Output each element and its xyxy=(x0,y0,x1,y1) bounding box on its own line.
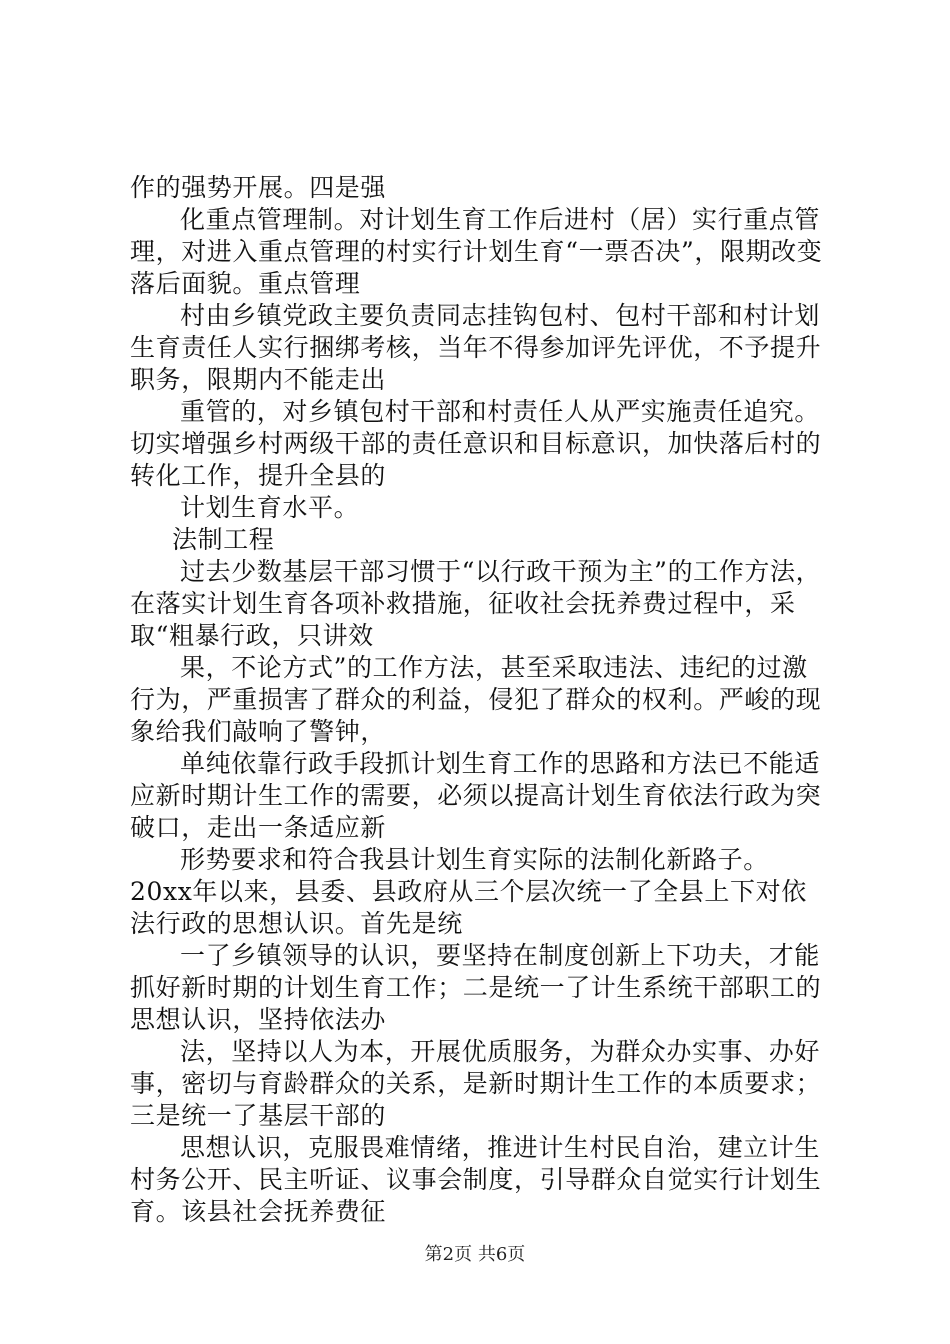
paragraph: 化重点管理制。对计划生育工作后进村（居）实行重点管理，对进入重点管理的村实行计划生育“一票否决”，限期改变落后面貌。重点管理 xyxy=(130,205,823,298)
paragraph: 单纯依靠行政手段抓计划生育工作的思路和方法已不能适应新时期计生工作的需要，必须以提高计划生育依法行政为突破口，走出一条适应新 xyxy=(130,749,822,842)
paragraph: 一了乡镇领导的认识，要坚持在制度创新上下功夫，才能抓好新时期的计划生育工作；二是统一了计生系统干部职工的思想认识，坚持依法办 xyxy=(130,941,822,1034)
paragraph: 重管的，对乡镇包村干部和村责任人从严实施责任追究。切实增强乡村两级干部的责任意识和目标意识，加快落后村的转化工作，提升全县的 xyxy=(130,397,822,490)
body-text xyxy=(130,172,830,1228)
paragraph: 法，坚持以人为本，开展优质服务，为群众办实事、办好事，密切与育龄群众的关系，是新时期计生工作的本质要求；三是统一了基层干部的 xyxy=(130,1037,822,1130)
paragraph: 形势要求和符合我县计划生育实际的法制化新路子。20xx年以来，县委、县政府从三个层次统一了全县上下对依法行政的思想认识。首先是统 xyxy=(130,845,807,938)
paragraph: 果，不论方式”的工作方法，甚至采取违法、违纪的过激行为，严重损害了群众的利益，侵犯了群众的权利。严峻的现象给我们敲响了警钟， xyxy=(130,653,822,746)
paragraph: 思想认识，克服畏难情绪，推进计生村民自治，建立计生村务公开、民主听证、议事会制度，引导群众自觉实行计划生育。该县社会抚养费征 xyxy=(130,1133,822,1226)
paragraph: 作的强势开展。四是强 xyxy=(130,173,387,202)
paragraph: 计划生育水平。 xyxy=(180,493,360,522)
section-heading: 法制工程 xyxy=(172,525,275,554)
paragraph: 过去少数基层干部习惯于“以行政干预为主”的工作方法，在落实计划生育各项补救措施，征收社会抚养费过程中，采取“粗暴行政，只讲效 xyxy=(130,557,822,650)
paragraph: 村由乡镇党政主要负责同志挂钩包村、包村干部和村计划生育责任人实行捆绑考核，当年不得参加评先评优，不予提升职务，限期内不能走出 xyxy=(130,301,822,394)
page-number: 第2页 共6页 xyxy=(424,1244,526,1265)
